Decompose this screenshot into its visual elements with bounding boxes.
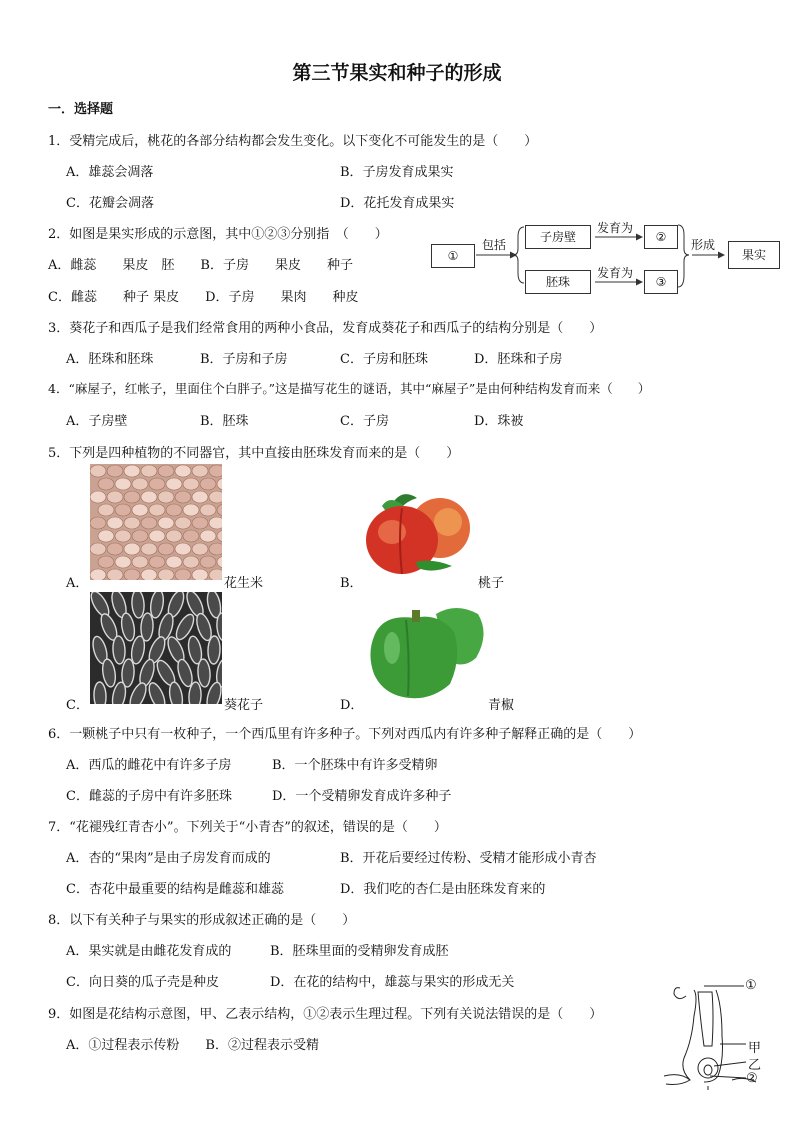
q5-stem: 5．下列是四种植物的不同器官，其中直接由胚珠发育而来的是（ ） (48, 446, 460, 461)
peanut-kernel (132, 504, 148, 516)
q1-option-d[interactable]: D．花托发育成果实 (340, 196, 455, 211)
peanut-kernel (175, 517, 191, 529)
q8-option-d[interactable]: D．在花的结构中，雄蕊与果实的形成无关 (270, 975, 515, 990)
green-pepper-photo[interactable] (366, 604, 488, 700)
q5-option-c-letter[interactable]: C． (66, 698, 89, 713)
diagram-box-3: ③ (644, 270, 678, 294)
peanut-kernel (132, 556, 148, 568)
peanut-kernel (158, 543, 174, 555)
peanut-kernel (200, 478, 216, 490)
q5-option-b-label: 桃子 (478, 576, 505, 591)
q5-option-c-label: 葵花子 (224, 698, 264, 713)
peanut-kernel (107, 543, 123, 555)
q2-options-cd[interactable]: C．雌蕊 种子 果皮 D．子房 果肉 种皮 (48, 290, 359, 305)
peanut-kernel (90, 517, 106, 529)
peanut-kernel (124, 569, 140, 580)
peanut-kernel (98, 504, 114, 516)
sunflower-seed (208, 636, 221, 664)
peanut-kernel (115, 504, 131, 516)
peanut-kernel (124, 465, 140, 477)
peanut-kernel (158, 491, 174, 503)
diagram-box-1: ① (431, 244, 475, 268)
q3-option-b[interactable]: B．子房和子房 (200, 352, 288, 367)
peanut-kernel (175, 491, 191, 503)
peanut-kernel (107, 491, 123, 503)
peanut-kernel (98, 556, 114, 568)
flower-label-2: ② (746, 1071, 758, 1086)
q4-option-b[interactable]: B．胚珠 (200, 414, 249, 429)
peanut-kernel (115, 556, 131, 568)
peanut-kernel (107, 465, 123, 477)
q4-stem: 4．“麻屋子，红帐子，里面住个白胖子。”这是描写花生的谜语，其中“麻屋子”是由何种结构发育而来（ ） (48, 381, 651, 396)
peanut-kernel (183, 530, 199, 542)
peanut-kernel (141, 569, 157, 580)
diagram-box-fruit: 果实 (728, 241, 780, 269)
peanut-kernel (166, 504, 182, 516)
q8-option-a[interactable]: A．果实就是由雌花发育成的 (66, 944, 232, 959)
q3-option-a[interactable]: A．胚珠和胚珠 (66, 352, 154, 367)
peanut-kernel (175, 569, 191, 580)
peanut-kernel (158, 465, 174, 477)
flower-label-yi: 乙 (748, 1058, 762, 1073)
q5-option-b-letter[interactable]: B． (340, 576, 363, 591)
peanut-kernel (192, 517, 208, 529)
q6-option-c[interactable]: C．雌蕊的子房中有许多胚珠 (66, 789, 232, 804)
section-heading: 一．选择题 (48, 102, 114, 117)
peanut-kernel (149, 478, 165, 490)
peanut-kernel (115, 530, 131, 542)
peanut-kernel (192, 543, 208, 555)
q7-option-d[interactable]: D．我们吃的杏仁是由胚珠发育来的 (340, 882, 546, 897)
q5-option-a-label: 花生米 (224, 576, 264, 591)
q1-option-a[interactable]: A．雄蕊会凋落 (66, 165, 154, 180)
peanut-kernel (141, 517, 157, 529)
diagram-box-ovary-wall: 子房壁 (525, 225, 591, 249)
peanut-kernel (209, 543, 222, 555)
q9-stem: 9．如图是花结构示意图，甲、乙表示结构，①②表示生理过程。下列有关说法错误的是（ ） (48, 1007, 603, 1022)
peanut-kernel (183, 556, 199, 568)
peanut-kernel (124, 491, 140, 503)
q9-options-ab[interactable]: A．①过程表示传粉 B．②过程表示受精 (66, 1038, 319, 1053)
peanut-kernel (200, 556, 216, 568)
peanut-kernel (166, 478, 182, 490)
peanut-kernel (141, 491, 157, 503)
q6-option-a[interactable]: A．西瓜的雌花中有许多子房 (66, 758, 232, 773)
peanut-kernel (90, 569, 106, 580)
peanut-kernel (149, 504, 165, 516)
peanut-kernel (98, 478, 114, 490)
peanut-kernel (158, 569, 174, 580)
q2-options-ab[interactable]: A．雌蕊 果皮 胚 B．子房 果皮 种子 (48, 258, 353, 273)
peanut-kernel (166, 530, 182, 542)
peanut-kernel (149, 530, 165, 542)
sunflower-seeds-photo[interactable] (90, 592, 222, 704)
q4-option-c[interactable]: C．子房 (340, 414, 389, 429)
q6-stem: 6．一颗桃子中只有一枚种子，一个西瓜里有许多种子。下列对西瓜内有许多种子解释正确的是（ ） (48, 727, 642, 742)
peanut-kernel (141, 465, 157, 477)
peanut-kernel (124, 517, 140, 529)
diagram-develop-label-2: 发育为 (597, 266, 634, 280)
q1-stem: 1．受精完成后，桃花的各部分结构都会发生变化。以下变化不可能发生的是（ ） (48, 134, 538, 149)
peanut-kernel (158, 517, 174, 529)
q8-option-c[interactable]: C．向日葵的瓜子壳是种皮 (66, 975, 219, 990)
peanut-kernel (149, 556, 165, 568)
flower-label-1: ① (745, 978, 757, 993)
peanut-kernel (192, 491, 208, 503)
q7-option-b[interactable]: B．开花后要经过传粉、受精才能形成小青杏 (340, 851, 597, 866)
peanut-kernel (183, 504, 199, 516)
peach-photo[interactable] (362, 488, 474, 578)
peanut-kernel (200, 530, 216, 542)
diagram-box-ovule: 胚珠 (525, 270, 591, 294)
q5-option-a-letter[interactable]: A． (66, 576, 89, 591)
peanut-kernel (90, 491, 106, 503)
peanut-kernel (98, 530, 114, 542)
q3-option-c[interactable]: C．子房和胚珠 (340, 352, 428, 367)
q7-stem: 7．“花褪残红青杏小”。下列关于“小青杏”的叙述，错误的是（ ） (48, 820, 447, 835)
peanut-kernels-photo[interactable] (90, 464, 222, 580)
q8-option-b[interactable]: B．胚珠里面的受精卵发育成胚 (270, 944, 449, 959)
q6-option-b[interactable]: B．一个胚珠中有许多受精卵 (272, 758, 438, 773)
peanut-kernel (209, 491, 222, 503)
q1-option-c[interactable]: C．花瓣会凋落 (66, 196, 154, 211)
q5-option-d-letter[interactable]: D． (340, 698, 364, 713)
peanut-kernel (175, 465, 191, 477)
peanut-kernel (175, 543, 191, 555)
peanut-kernel (115, 478, 131, 490)
q3-option-d[interactable]: D．胚珠和子房 (474, 352, 563, 367)
q4-option-d[interactable]: D．珠被 (474, 414, 524, 429)
diagram-box-2: ② (644, 225, 678, 249)
peanut-kernel (132, 530, 148, 542)
peanut-kernel (183, 478, 199, 490)
peanut-kernel (192, 465, 208, 477)
q2-stem: 2．如图是果实形成的示意图，其中①②③分别指 （ ） (48, 227, 388, 242)
peanut-kernel (107, 569, 123, 580)
diagram-form-label: 形成 (691, 238, 716, 252)
peanut-kernel (132, 478, 148, 490)
diagram-include-label: 包括 (482, 238, 507, 252)
diagram-develop-label-1: 发育为 (597, 221, 634, 235)
peanut-kernel (90, 465, 106, 477)
q4-option-a[interactable]: A．子房壁 (66, 414, 128, 429)
q6-option-d[interactable]: D．一个受精卵发育成许多种子 (272, 789, 452, 804)
q7-option-c[interactable]: C．杏花中最重要的结构是雌蕊和雄蕊 (66, 882, 284, 897)
q3-stem: 3．葵花子和西瓜子是我们经常食用的两种小食品，发育成葵花子和西瓜子的结构分别是（ ） (48, 321, 603, 336)
q5-option-d-label: 青椒 (488, 698, 515, 713)
page-title: 第三节果实和种子的形成 (292, 62, 502, 84)
peanut-kernel (192, 569, 208, 580)
flower-label-jia: 甲 (748, 1041, 762, 1056)
peanut-kernel (166, 556, 182, 568)
peanut-kernel (107, 517, 123, 529)
q7-option-a[interactable]: A．杏的“果肉”是由子房发育而成的 (66, 851, 271, 866)
peanut-kernel (124, 543, 140, 555)
q1-option-b[interactable]: B．子房发育成果实 (340, 165, 454, 180)
peanut-kernel (200, 504, 216, 516)
q8-stem: 8．以下有关种子与果实的形成叙述正确的是（ ） (48, 913, 356, 928)
peanut-kernel (90, 543, 106, 555)
peanut-kernel (209, 465, 222, 477)
peanut-kernel (141, 543, 157, 555)
peanut-kernel (209, 517, 222, 529)
